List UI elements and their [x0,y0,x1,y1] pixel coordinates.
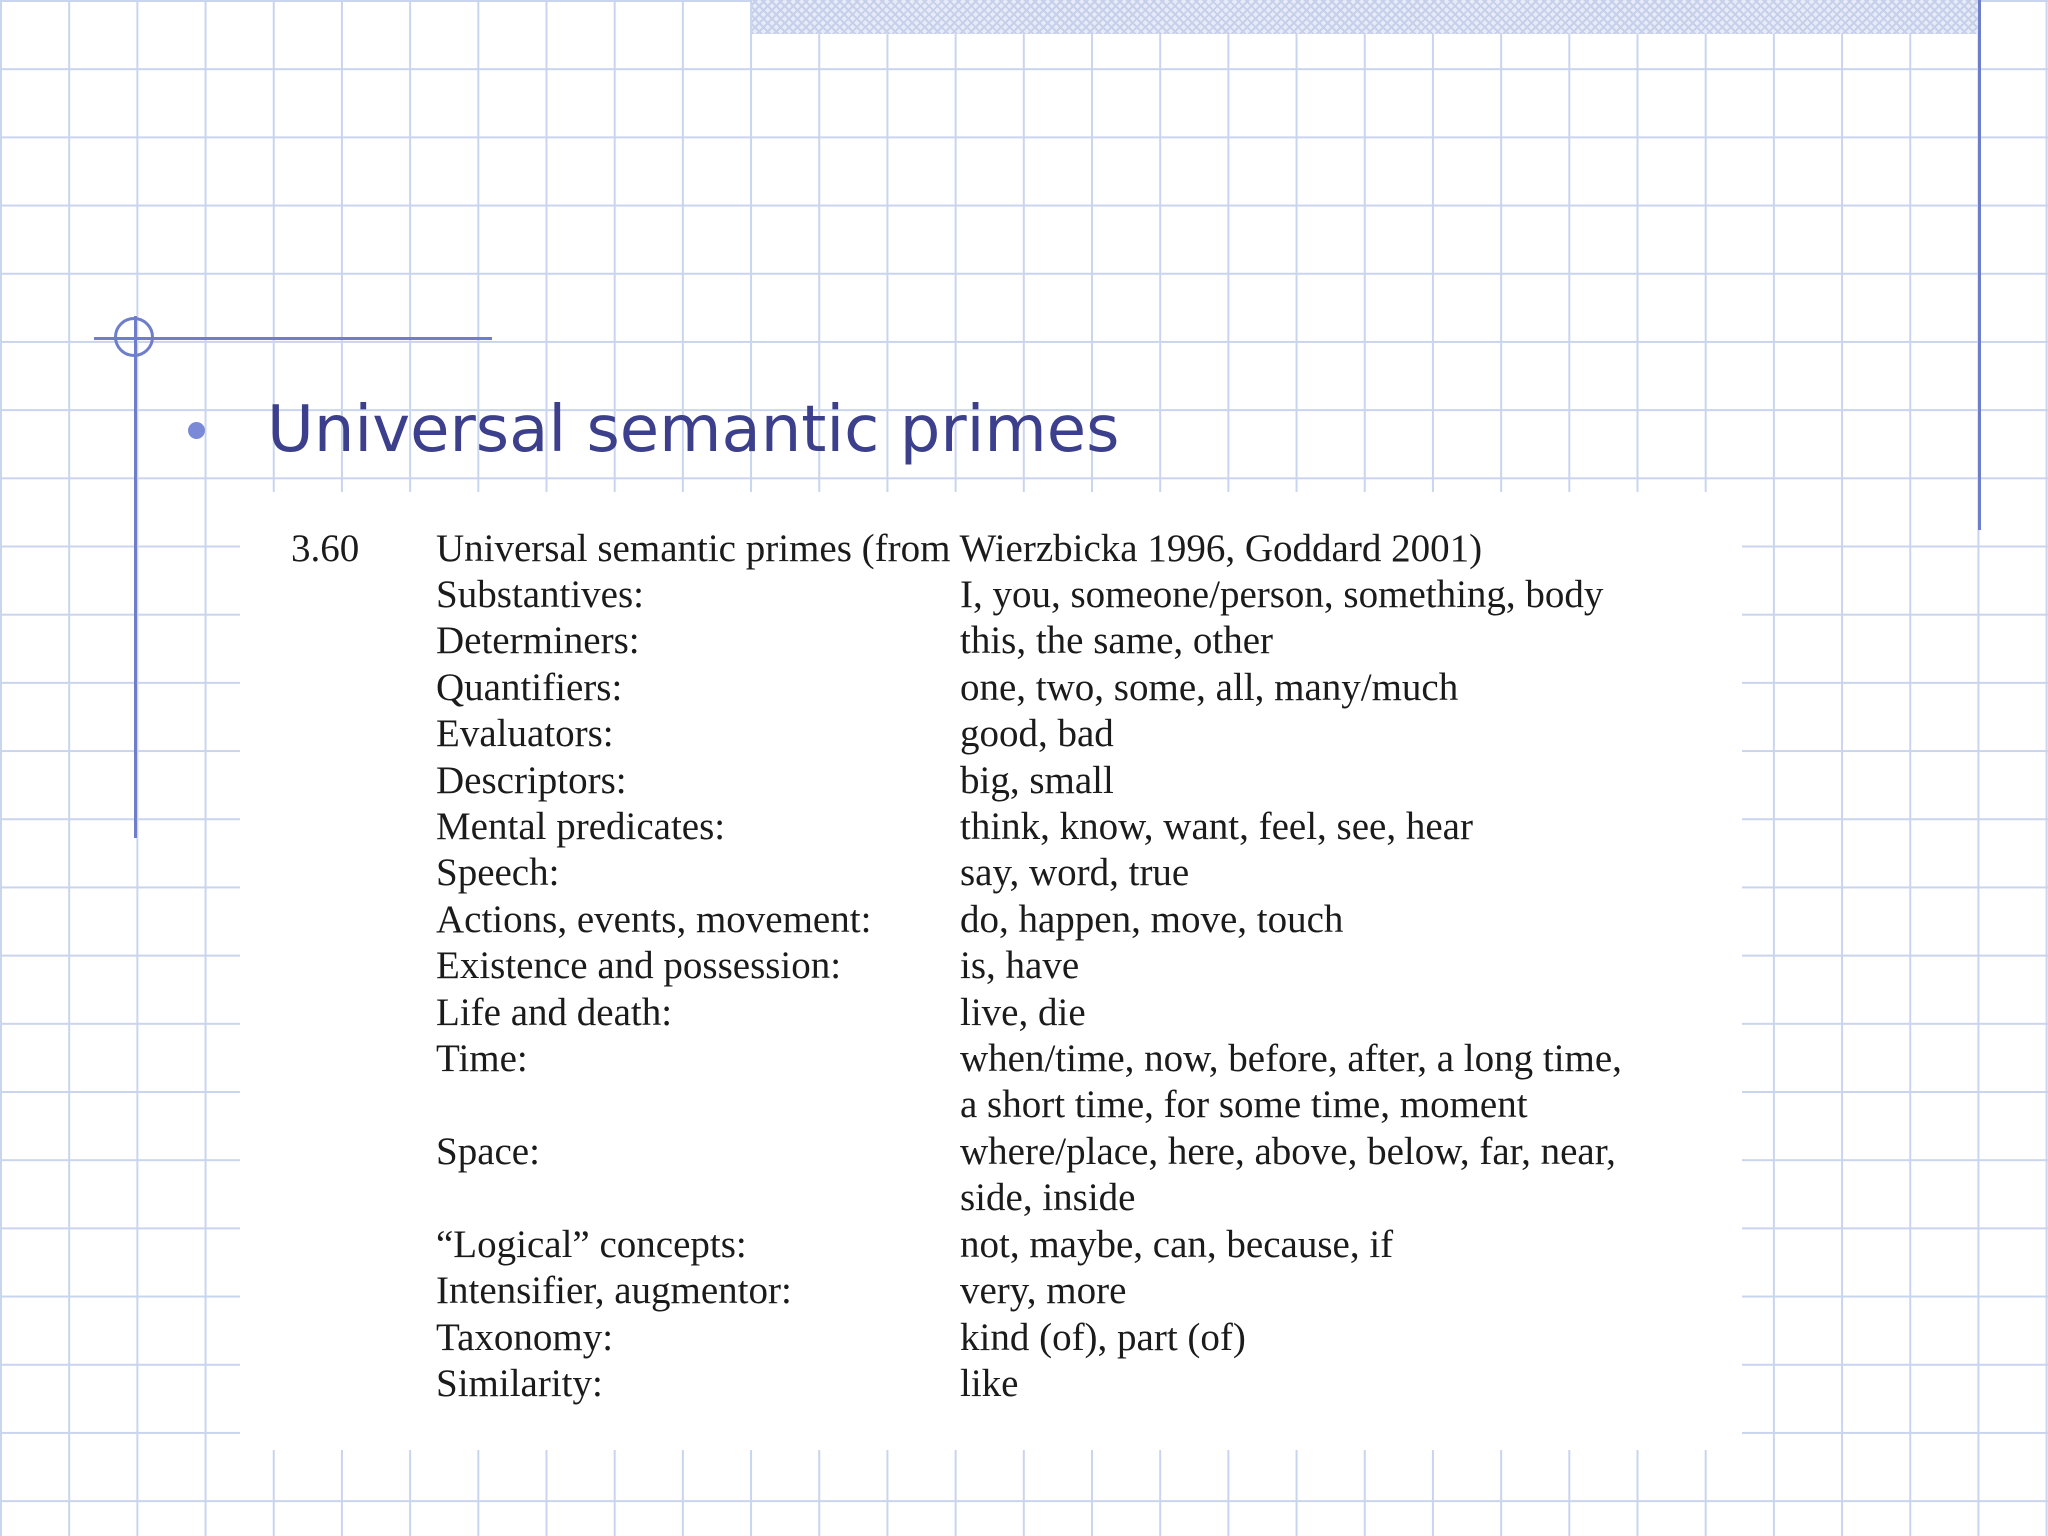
table-row [436,758,1726,804]
prime-category: Speech: [436,851,560,895]
table-row [436,804,1726,850]
prime-examples [960,897,1720,943]
table-row [436,572,1726,618]
table-row [436,943,1726,989]
prime-examples-line: say, word, true [960,851,1190,895]
prime-category: Substantives: [436,573,645,616]
corner-circle-ornament [114,317,154,357]
table-rows [436,572,1726,1407]
table-row [436,665,1726,711]
prime-category: Quantifiers: [436,665,623,709]
corner-vertical-line [134,316,137,838]
prime-examples-line: like [960,1361,1019,1405]
prime-examples [960,618,1720,664]
table-row [436,618,1726,664]
prime-examples-line: is, have [960,944,1080,988]
prime-examples-line: a short time, for some time, moment [960,1083,1528,1127]
top-pattern-band [752,0,1980,34]
prime-examples [960,990,1720,1036]
prime-category: Intensifier, augmentor: [436,1269,792,1313]
prime-examples-line: kind (of), part (of) [960,1315,1246,1359]
prime-examples-line: good, bad [960,712,1114,756]
prime-examples [960,1315,1720,1361]
prime-examples-line: live, die [960,990,1086,1034]
prime-category: Similarity: [436,1361,603,1405]
prime-category: Life and death: [436,990,673,1034]
prime-examples [960,1036,1720,1129]
prime-category: Time: [436,1037,528,1081]
prime-examples-line: not, maybe, can, because, if [960,1222,1394,1266]
prime-category: Mental predicates: [436,805,726,849]
semantic-primes-table [240,492,1742,1450]
prime-examples [960,804,1720,850]
table-number: 3.60 [291,527,360,570]
prime-category: Existence and possession: [436,944,842,988]
prime-examples-line: very, more [960,1269,1127,1313]
table-row [436,1036,1726,1129]
prime-examples-line: big, small [960,758,1114,802]
bullet-dot-icon [188,422,205,439]
table-row [436,990,1726,1036]
prime-examples [960,665,1720,711]
prime-examples-line: where/place, here, above, below, far, near, [960,1129,1616,1173]
prime-examples-line: do, happen, move, touch [960,897,1344,941]
table-row [436,1268,1726,1314]
table-row [436,1315,1726,1361]
bullet-item [188,388,1119,472]
prime-examples [960,758,1720,804]
prime-category: Taxonomy: [436,1315,614,1359]
table-row [436,850,1726,896]
prime-category: Descriptors: [436,758,627,802]
prime-examples [960,1361,1720,1407]
right-accent-line [1978,0,1981,530]
table-row [436,897,1726,943]
prime-category: Space: [436,1129,540,1173]
prime-category: “Logical” concepts: [436,1222,747,1266]
prime-category: Actions, events, movement: [436,897,872,941]
prime-examples [960,572,1720,618]
prime-examples-line: this, the same, other [960,619,1274,663]
prime-examples-line: I, you, someone/person, something, body [960,573,1604,616]
prime-examples [960,850,1720,896]
table-caption: Universal semantic primes (from Wierzbicka 1996, Goddard 2001) [436,527,1483,570]
prime-examples [960,711,1720,757]
prime-examples [960,943,1720,989]
prime-category: Evaluators: [436,712,614,756]
prime-examples [960,1268,1720,1314]
prime-examples [960,1129,1720,1222]
prime-examples-line: when/time, now, before, after, a long time, [960,1037,1622,1081]
table-row [436,1129,1726,1222]
prime-examples-line: side, inside [960,1176,1136,1220]
bullet-title: Universal semantic primes [267,393,1120,467]
table-row [436,711,1726,757]
table-row [436,1222,1726,1268]
prime-category: Determiners: [436,619,640,663]
prime-examples-line: think, know, want, feel, see, hear [960,805,1473,849]
prime-examples [960,1222,1720,1268]
prime-examples-line: one, two, some, all, many/much [960,665,1459,709]
table-row [436,1361,1726,1407]
